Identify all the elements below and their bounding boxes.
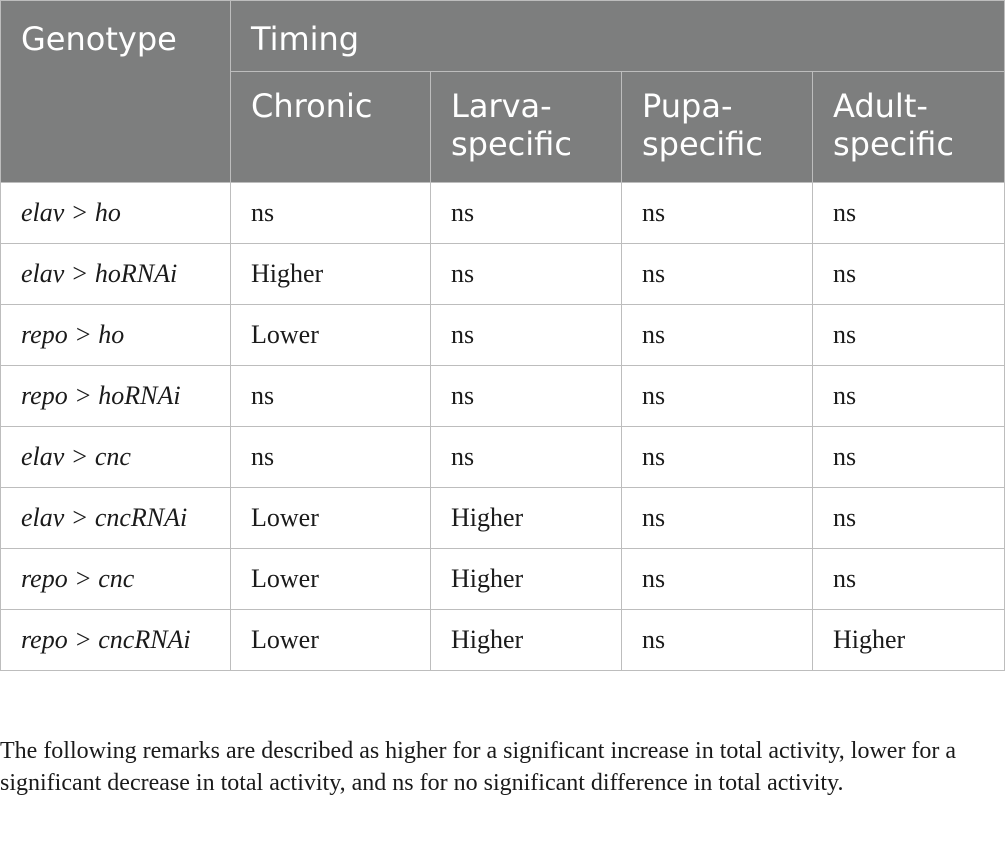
adult-cell: ns [813,427,1005,488]
chronic-cell: Lower [231,549,431,610]
chronic-cell: ns [231,183,431,244]
chronic-cell: Lower [231,610,431,671]
pupa-cell: ns [622,427,813,488]
genotype-cell: elav > ho [1,183,231,244]
chronic-cell: ns [231,427,431,488]
timing-header: Timing [231,1,1005,72]
adult-cell: ns [813,549,1005,610]
genotype-header: Genotype [1,1,231,183]
table-row [1,549,1005,610]
adult-cell: ns [813,488,1005,549]
pupa-specific-header [622,72,813,183]
pupa-cell: ns [622,549,813,610]
genotype-cell: repo > hoRNAi [1,366,231,427]
header-row-top [1,1,1005,72]
table-row [1,183,1005,244]
chronic-cell: Higher [231,244,431,305]
adult-cell: ns [813,244,1005,305]
table-row [1,366,1005,427]
table-row [1,488,1005,549]
genotype-cell: repo > cncRNAi [1,610,231,671]
chronic-cell: Lower [231,305,431,366]
adult-cell: ns [813,366,1005,427]
adult-cell: ns [813,305,1005,366]
pupa-cell: ns [622,366,813,427]
pupa-cell: ns [622,488,813,549]
table-footnote: The following remarks are described as higher for a significant increase in total activity, lower for a significant decrease in total activity, and ns for no significant difference in total activity. [0,738,957,796]
adult-header-line1: Adult- [833,87,928,125]
pupa-header-line2: specific [642,125,763,163]
pupa-cell: ns [622,244,813,305]
pupa-cell: ns [622,183,813,244]
table-row [1,305,1005,366]
adult-cell: Higher [813,610,1005,671]
larva-cell: Higher [431,488,622,549]
chronic-header [231,72,431,183]
table-row [1,610,1005,671]
pupa-cell: ns [622,305,813,366]
larva-cell: ns [431,305,622,366]
adult-specific-header [813,72,1005,183]
chronic-header-line1: Chronic [251,87,373,125]
larva-cell: ns [431,183,622,244]
pupa-header-line1: Pupa- [642,87,733,125]
genotype-cell: elav > hoRNAi [1,244,231,305]
chronic-cell: Lower [231,488,431,549]
larva-cell: Higher [431,549,622,610]
larva-cell: ns [431,366,622,427]
adult-cell: ns [813,183,1005,244]
chronic-cell: ns [231,366,431,427]
larva-cell: ns [431,244,622,305]
larva-header-line1: Larva- [451,87,552,125]
pupa-cell: ns [622,610,813,671]
genotype-cell: elav > cnc [1,427,231,488]
larva-cell: Higher [431,610,622,671]
genotype-cell: elav > cncRNAi [1,488,231,549]
table-row [1,427,1005,488]
larva-specific-header [431,72,622,183]
genotype-cell: repo > cnc [1,549,231,610]
table-row [1,244,1005,305]
genotype-cell: repo > ho [1,305,231,366]
larva-cell: ns [431,427,622,488]
larva-header-line2: specific [451,125,572,163]
adult-header-line2: specific [833,125,954,163]
